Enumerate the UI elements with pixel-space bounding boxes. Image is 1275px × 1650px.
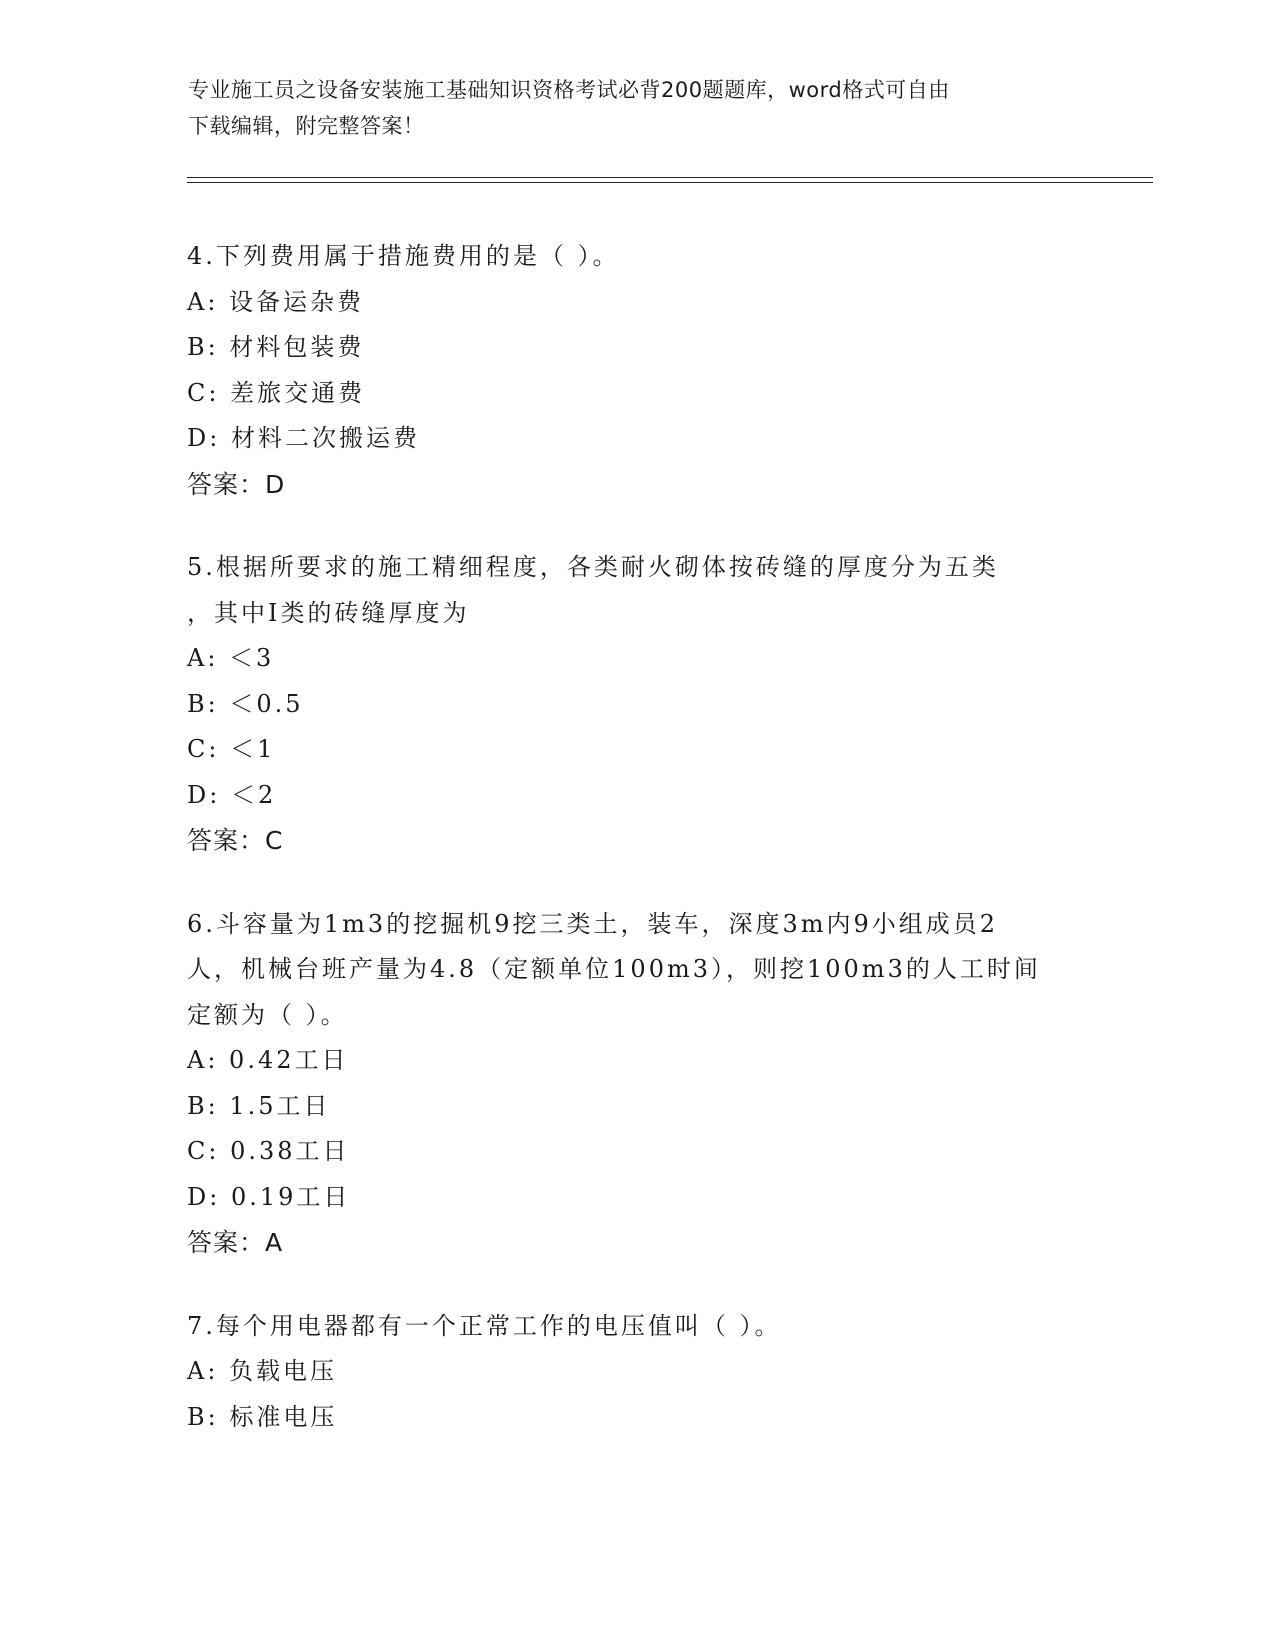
question-text: 人，机械台班产量为4.8（定额单位100m3），则挖100m3的人工时间 [187,955,1041,983]
option-b: B: 标准电压 [187,1402,338,1431]
answer: 答案：D [187,469,286,499]
header-title-line-1: 专业施工员之设备安装施工基础知识资格考试必背200题题库，word格式可自由 [188,78,950,102]
option-d: D: 材料二次搬运费 [187,424,420,452]
question-5 [187,545,1087,864]
question-4 [187,234,1087,507]
option-b: B: 1.5工日 [187,1091,331,1120]
answer: 答案：C [187,826,284,855]
document-header [188,72,1078,144]
option-c: C: 0.38工日 [187,1137,350,1165]
header-divider-bottom [187,182,1153,183]
option-a: A: 设备运杂费 [187,287,365,316]
option-a: A: 0.42工日 [187,1046,349,1074]
question-text: 6.斗容量为1m3的挖掘机9挖三类土，装车，深度3m内9小组成员2 [187,909,999,938]
question-text: 7.每个用电器都有一个正常工作的电压值叫（ ）。 [187,1311,782,1340]
option-b: B: 材料包装费 [187,333,365,361]
option-b: B: ＜0.5 [187,689,304,718]
option-d: D: ＜2 [187,780,277,809]
option-a: A: 负载电压 [187,1357,338,1385]
option-c: C: ＜1 [187,735,276,763]
question-text: ，其中Ⅰ类的砖缝厚度为 [187,598,470,627]
header-title-line-2: 下载编辑，附完整答案！ [188,114,425,138]
question-list [187,234,1087,1478]
option-a: A: ＜3 [187,644,275,672]
question-text: 定额为（ ）。 [187,1000,348,1029]
answer: 答案：A [187,1228,284,1257]
question-text: 5.根据所要求的施工精细程度，各类耐火砌体按砖缝的厚度分为五类 [187,553,999,581]
option-d: D: 0.19工日 [187,1182,351,1211]
option-c: C: 差旅交通费 [187,378,366,407]
header-divider-top [187,177,1153,178]
question-6 [187,902,1087,1266]
question-text: 4.下列费用属于措施费用的是（ ）。 [187,242,620,270]
question-7 [187,1304,1087,1441]
